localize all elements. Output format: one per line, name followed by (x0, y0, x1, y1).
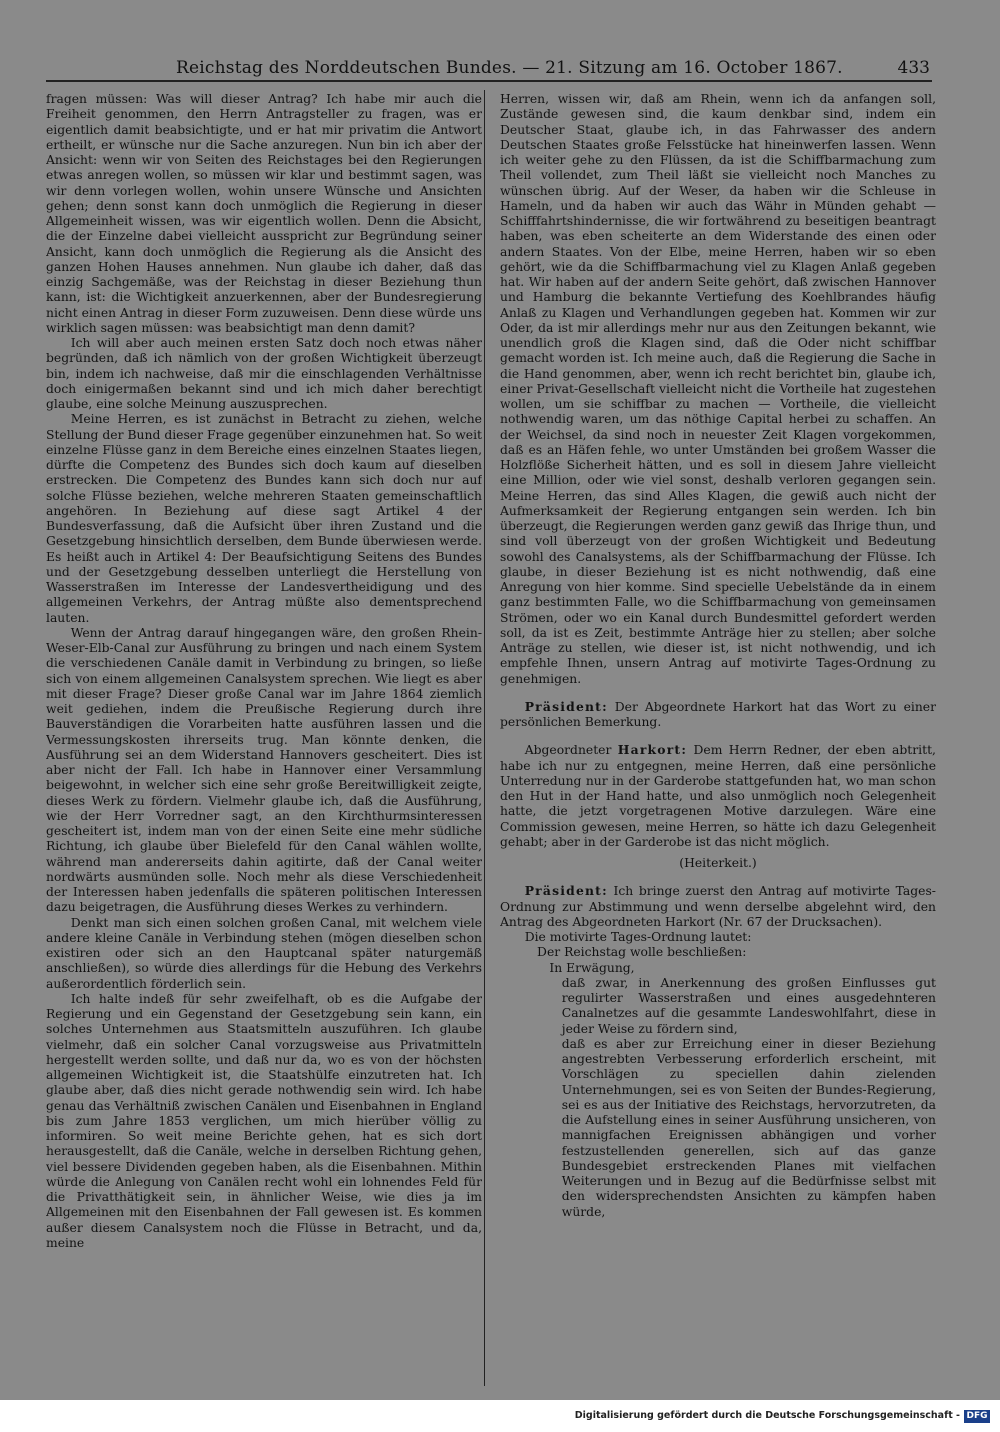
paragraph: fragen müssen: Was will dieser Antrag? Ich habe mir auch die Freiheit genommen, den Herrn Antragsteller zu fragen, was er eigentlich damit beabsichtigte, und er hat mir privatim die Antwort ertheilt, er wünsche nur die Sache anzuregen. Nun bin ich aber der Ansicht: wenn wir von Seiten des Reichstages bei den Regierungen etwas anregen wollen, so müssen wir klar und bestimmt sagen, was wir denn vorlegen wollen, wohin unsere Wünsche und Ansichten gehen; denn sonst kann doch unmöglich die Regierung in dieser Allgemeinheit wissen, was wir eigentlich wollen. Denn die Absicht, die der Einzelne dabei vielleicht ausspricht zur Begründung seiner Ansicht, kann doch unmöglich die Regierung als die Ansicht des ganzen Hohen Hauses annehmen. Nun glaube ich daher, daß das einzig Sachgemäße, was der Reichstag in dieser Beziehung thun kann, ist: die Wichtigkeit anzuerkennen, aber der Bundesregierung nicht einen Antrag in dieser Form zuzuweisen. Denn diese würde uns wirklich sagen müssen: was beabsichtigt man denn damit? (46, 92, 482, 335)
paragraph: Denkt man sich einen solchen großen Canal, mit welchem viele andere kleine Canäle in Verbindung stehen (mögen dieselben schon existiren oder sich an den Hauptcanal später naturgemäß anschließen), so würde dies allerdings für die Hebung des Verkehrs außerordentlich förderlich sein. (46, 915, 482, 991)
speech-text: Ich bringe zuerst den Antrag auf motivirte Tages-Ordnung zur Abstimmung und wenn derselbe abgelehnt wird, den Antrag des Abgeordneten Harkort (Nr. 67 der Drucksachen). (500, 884, 936, 929)
right-column (500, 92, 936, 1388)
speech-text: Dem Herrn Redner, der eben abtritt, habe ich nur zu entgegnen, meine Herren, daß eine persönliche Unterredung nur in der Garderobe stattgefunden hat, wo man schon den Hut in der Hand hatte, und also unmöglich noch Gelegenheit hatte, die jetzt vorgetragenen Motive darzulegen. Wäre eine Commission gewesen, meine Herren, so hätte ich dazu Gelegenheit gehabt; aber in der Garderobe ist das nicht möglich. (500, 743, 936, 849)
spacer (500, 871, 936, 883)
funding-credit: Digitalisierung gefördert durch die Deutsche Forschungsgemeinschaft - (574, 1410, 960, 1421)
resolution-clause: daß es aber zur Erreichung einer in dieser Beziehung angestrebten Verbesserung erforderlich erscheint, mit Vorschlägen zu speciellen dahin zielenden Unternehmungen, sei es von Seiten der Bundes-Regierung, sei es aus der Initiative des Reichstags, hervorzutreten, da die Aufstellung eines in seiner Ausführung unsicheren, von mannigfachen Ereignissen abhängigen und vorher festzustellenden generellen, sich auf das ganze Bundesgebiet erstreckenden Planes mit vielfachen Weiterungen und in Bezug auf die Bedürfnisse selbst mit den widersprechendsten Ansichten zu kämpfen haben würde, (561, 1036, 936, 1219)
speaker-name: Präsident: (524, 698, 608, 714)
speaker-name: Harkort: (617, 742, 688, 758)
paragraph: Ich will aber auch meinen ersten Satz doch noch etwas näher begründen, daß ich nämlich von der großen Wichtigkeit überzeugt bin, indem ich nachweise, daß mir die einschlagenden Verhältnisse doch einigermaßen bekannt sind und ich mich daher berechtigt glaube, eine solche Meinung auszusprechen. (46, 336, 482, 411)
spacer (500, 687, 936, 699)
resolution-clause: daß zwar, in Anerkennung des großen Einflusses gut regulirter Wasserstraßen und eines ausgedehnteren Canalnetzes auf die gesammte Landeswohlfahrt, diese in jeder Weise zu fördern sind, (561, 975, 936, 1036)
paragraph (500, 883, 936, 930)
resolution-line: Der Reichstag wolle beschließen: (537, 945, 747, 960)
resolution-intro: Die motivirte Tages-Ordnung lautet: (524, 930, 752, 944)
speaker-name: Präsident: (524, 883, 608, 899)
paragraph: Ich halte indeß für sehr zweifelhaft, ob es die Aufgabe der Regierung und ein Gegenstand der Gesetzgebung sein kann, ein solches Unternehmen aus Staatsmitteln auszuführen. Ich glaube vielmehr, daß ein solcher Canal vorzugsweise aus Privatmitteln hergestellt werden sollte, und daß nur da, wo es von der höchsten allgemeinen Wichtigkeit ist, die Staatshülfe einzutreten hat. Ich glaube aber, daß dies nicht gerade nothwendig sein wird. Ich habe genau das Verhältniß zwischen Canälen und Eisenbahnen in England bis zum Jahre 1853 verglichen, um mich hierüber völlig zu informiren. So weit meine Berichte gehen, hat es sich dort herausgestellt, daß die Canäle, welche in derselben Richtung gehen, viel bessere Dividenden gegeben haben, als die Eisenbahnen. Mithin würde die Anlegung von Canälen recht wohl ein lohnendes Feld für die Privatthätigkeit sein, in ähnlicher Weise, wie dies ja im Allgemeinen mit den Eisenbahnen der Fall gewesen ist. Es kommen außer diesem Canalsystem noch die Flüsse in Betracht, und da, meine (46, 991, 482, 1250)
paragraph (500, 742, 936, 850)
footer (0, 1400, 1000, 1432)
paragraph: Meine Herren, es ist zunächst in Betracht zu ziehen, welche Stellung der Bund dieser Frage gegenüber einzunehmen hat. So weit einzelne Flüsse ganz in dem Bereiche eines einzelnen Staates liegen, dürfte die Competenz des Bundes sich doch kaum auf dieselben erstrecken. Die Competenz des Bundes kann sich doch nur auf solche Flüsse beziehen, welche mehreren Staaten gemeinschaftlich angehören. In Beziehung auf diese sagt Artikel 4 der Bundesverfassung, daß die Aufsicht über ihren Zustand und die Gesetzgebung hinsichtlich derselben, dem Bunde überwiesen werde. Es heißt auch in Artikel 4: Der Beaufsichtigung Seitens des Bundes und der Gesetzgebung desselben unterliegt die Herstellung von Wasserstraßen im Interesse der Landesvertheidigung und des allgemeinen Verkehrs, der Antrag müßte also dementsprechend lauten. (46, 412, 482, 625)
speech-text: Der Abgeordnete Harkort hat das Wort zu einer persönlichen Bemerkung. (500, 699, 936, 729)
paragraph: Herren, wissen wir, daß am Rhein, wenn ich da anfangen soll, Zustände gewesen sind, die kaum denkbar sind, indem ein Deutscher Staat, glaube ich, in das Fahrwasser des andern Deutschen Staates große Felsstücke hat hineinwerfen lassen. Wenn ich weiter gehe zu den Flüssen, da ist die Schiffbarmachung zum Theil vollendet, zum Theil läßt sie vielleicht noch Manches zu wünschen übrig. Auf der Weser, da haben wir die Schleuse in Hameln, und da haben wir auch das Währ in Münden gehabt — Schifffahrtshindernisse, die wir fortwährend zu beseitigen beantragt haben, was eben scheiterte an dem Widerstande des einen oder andern Staates. Von der Elbe, meine Herren, haben wir so eben gehört, wie da die Schiffbarmachung viel zu Klagen Anlaß gegeben hat. Wir haben auf der andern Seite gehört, daß zwischen Hannover und Hamburg die bekannte Vertiefung des Koehlbrandes häufig Anlaß zu Klagen und Verhandlungen gegeben hat. Kommen wir zur Oder, da ist mir allerdings mehr nur aus den Zeitungen bekannt, wie unendlich groß die Klagen sind, daß die Oder nicht schiffbar gemacht worden ist. Ich meine auch, daß die Regierung die Sache in die Hand genommen, aber, wenn ich recht berichtet bin, glaube ich, einer Privat-Gesellschaft vielleicht nicht die Vortheile hat zugestehen wollen, um sie schiffbar zu machen — Vortheile, die vielleicht nothwendig waren, um das nöthige Capital herbei zu schaffen. An der Weichsel, da sind noch in neuester Zeit Klagen vorgekommen, daß es an Häfen fehle, wo unter Umständen bei großem Wasser die Holzflöße Sicherheit hätten, und es soll in diesem Jahre vielleicht eine Million, oder wie viel sonst, deshalb verloren gegangen sein. Meine Herren, das sind Alles Klagen, die gewiß auch nicht der Aufmerksamkeit der Regierung entgangen sein werden. Ich bin überzeugt, die Regierungen werden ganz gewiß das Ihrige thun, und sind voll überzeugt von der großen Wichtigkeit und Bedeutung sowohl des Canalsystems, als der Schiffbarmachung der Flüsse. Ich glaube, in dieser Beziehung ist es nicht nothwendig, daß eine Anregung von hier komme. Sind specielle Uebelstände da in einem ganz bestimmten Falle, wo die Schiffbarmachung von gemeinsamen Strömen, oder wo ein Kanal durch Bundesmittel gefordert werden soll, da ist es Zeit, bestimmte Anträge hier zu stellen; aber solche Anträge zu stellen, wie dieser ist, ist nicht nothwendig, und ich empfehle Ihnen, unsern Antrag auf motivirte Tages-Ordnung zu genehmigen. (500, 92, 936, 686)
speaker-prefix: Abgeordneter (524, 743, 612, 758)
stage-direction: (Heiterkeit.) (679, 856, 757, 870)
dfg-logo: DFG (964, 1410, 990, 1423)
running-title: Reichstag des Norddeutschen Bundes. — 21. Sitzung am 16. October 1867. (176, 58, 843, 78)
header-rule (46, 80, 932, 82)
left-column (46, 92, 482, 1388)
column-divider (484, 90, 485, 1386)
page-number: 433 (897, 58, 930, 78)
spacer (500, 730, 936, 742)
paragraph: Wenn der Antrag darauf hingegangen wäre, den großen Rhein-Weser-Elb-Canal zur Ausführung zu bringen und nach einem System die verschiedenen Canäle damit in Verbindung zu bringen, so ließe sich von einem allgemeinen Canalsystem sprechen. Wie liegt es aber mit dieser Frage? Dieser große Canal war im Jahre 1864 ziemlich weit gediehen, indem die Preußische Regierung durch ihre Bauverständigen die Vorarbeiten hatte ausführen lassen und die Vermessungskosten ihrerseits trug. Man könnte denken, die Ausführung sei an dem Widerstand Hannovers gescheitert. Dies ist aber nicht der Fall. Ich habe in Hannover einer Versammlung beigewohnt, in welcher sich eine sehr große Bereitwilligkeit zeigte, dieses Werk zu fördern. Vielmehr glaube ich, daß die Ausführung, wie der Herr Vorredner sagt, an den Kirchthurmsinteressen gescheitert ist, indem man von der einen Seite eine mehr südliche Richtung, ich glaube über Bielefeld für den Canal wählen wollte, während man andererseits dahin agitirte, daß der Canal weiter nordwärts ausmünden solle. Noch mehr als diese Verschiedenheit der Interessen haben jedenfalls die späteren politischen Interessen dazu beigetragen, die Ausführung dieses Werkes zu verhindern. (46, 625, 482, 915)
resolution-line: In Erwägung, (549, 960, 635, 975)
paragraph (500, 699, 936, 731)
page-header (46, 56, 932, 82)
